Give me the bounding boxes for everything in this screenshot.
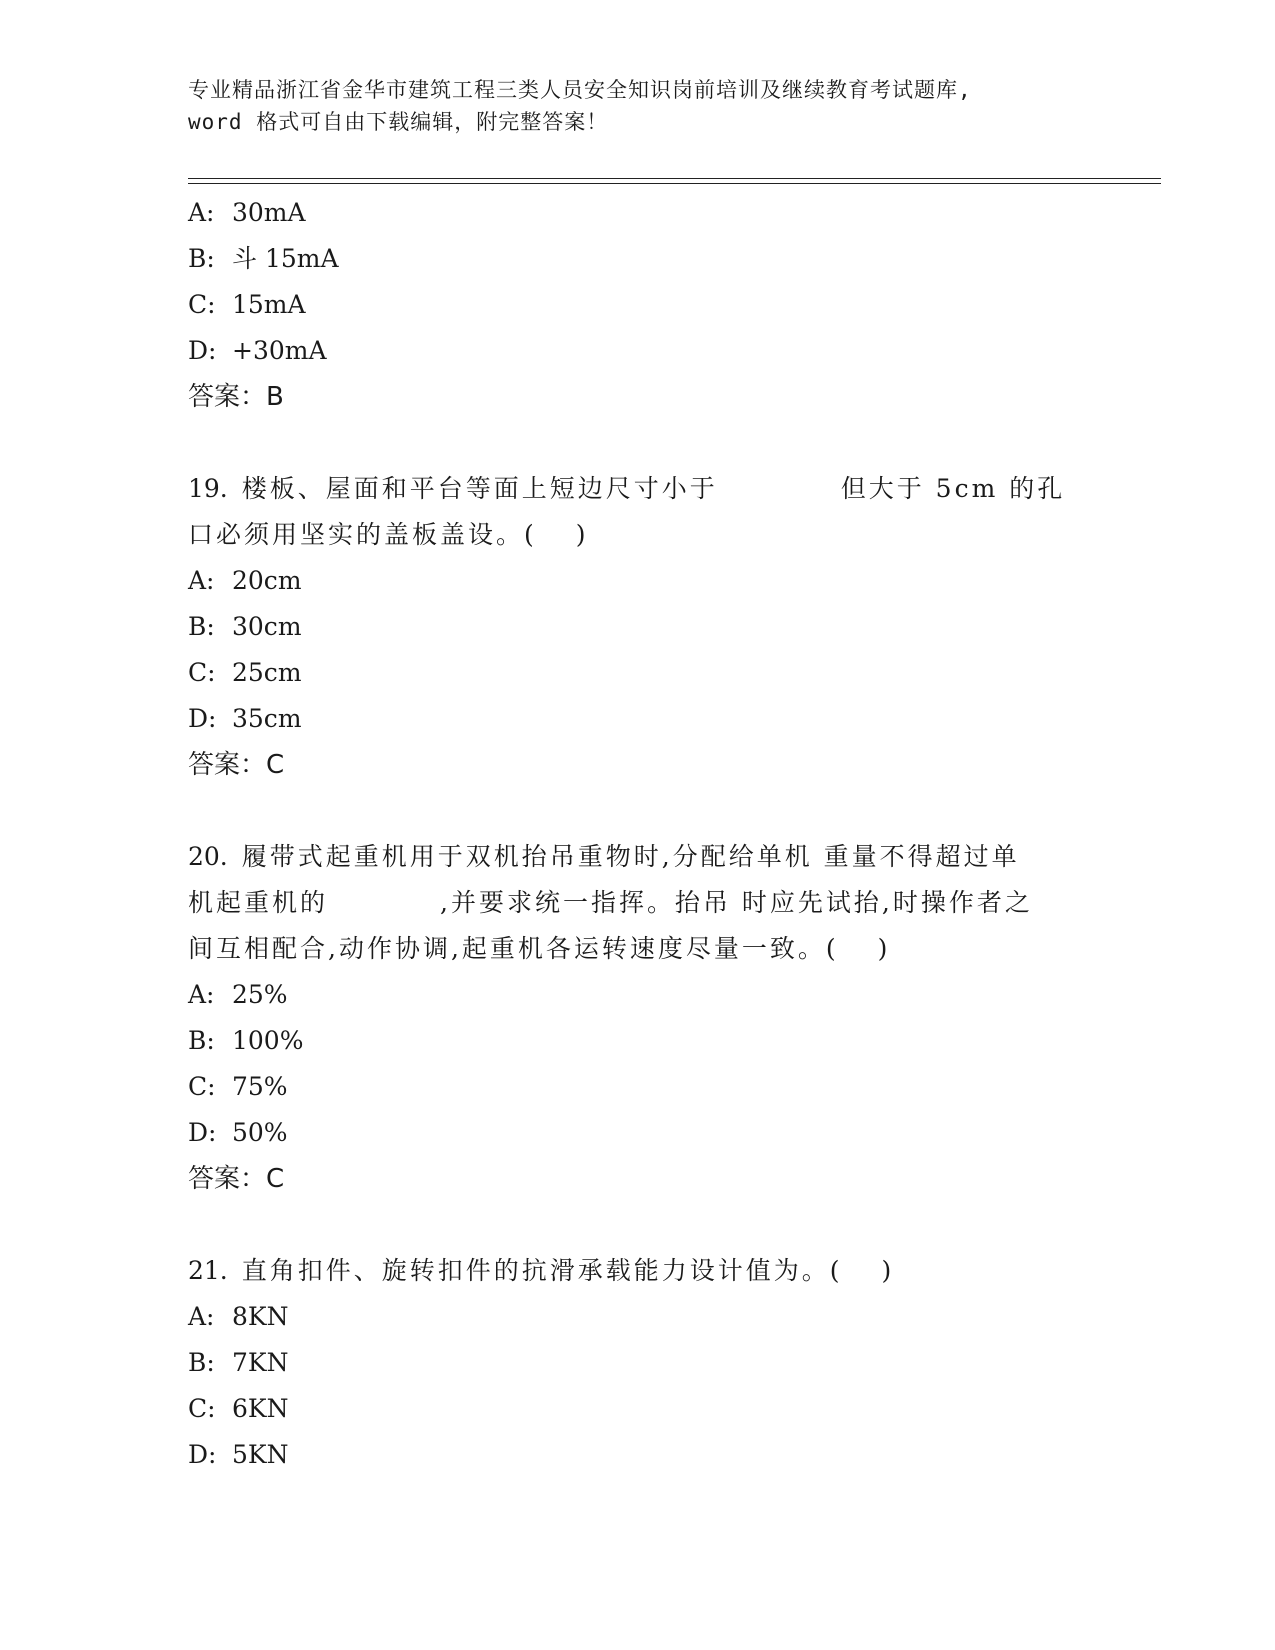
option-text: 25%	[232, 980, 288, 1009]
question-number: 20.	[188, 842, 228, 871]
option-label: A:	[188, 980, 215, 1009]
option-b	[188, 604, 1088, 650]
question-18-block	[188, 190, 1088, 420]
question-stem	[188, 1248, 1088, 1294]
option-label: C:	[188, 1072, 216, 1101]
option-label: A:	[188, 566, 215, 595]
option-a	[188, 558, 1088, 604]
option-label: D:	[188, 336, 217, 365]
option-text: 30cm	[232, 612, 302, 641]
option-label: B:	[188, 1026, 215, 1055]
option-label: A:	[188, 1302, 215, 1331]
option-a	[188, 190, 1088, 236]
answer-text: 答案：C	[188, 750, 285, 780]
question-text: 履带式起重机用于双机抬吊重物时,分配给单机 重量不得超过单	[241, 842, 1020, 871]
option-text: 35cm	[232, 704, 302, 733]
option-text: 50%	[232, 1118, 288, 1147]
option-label: C:	[188, 658, 216, 687]
option-label: D:	[188, 1118, 217, 1147]
option-text: +30mA	[232, 336, 327, 365]
option-d	[188, 696, 1088, 742]
option-text: 斗 15mA	[232, 244, 339, 273]
option-c	[188, 282, 1088, 328]
option-text: 7KN	[232, 1348, 289, 1377]
option-text: 100%	[232, 1026, 304, 1055]
question-21-block	[188, 1248, 1088, 1478]
question-line: 口必须用坚实的盖板盖设。( )	[188, 520, 589, 549]
option-a	[188, 972, 1088, 1018]
option-d	[188, 1432, 1088, 1478]
question-19-block	[188, 466, 1088, 788]
question-text: 楼板、屋面和平台等面上短边尺寸小于 但大于 5cm 的孔	[241, 474, 1066, 503]
option-b	[188, 1018, 1088, 1064]
answer-text: 答案：C	[188, 1164, 285, 1194]
header-divider-top	[188, 178, 1161, 179]
question-line: 机起重机的 ,并要求统一指挥。抬吊 时应先试抬,时操作者之	[188, 888, 1033, 917]
option-b	[188, 1340, 1088, 1386]
question-number: 21.	[188, 1256, 228, 1285]
option-text: 25cm	[232, 658, 302, 687]
option-text: 6KN	[232, 1394, 289, 1423]
question-line	[188, 834, 1088, 880]
header-line-1: 专业精品浙江省金华市建筑工程三类人员安全知识岗前培训及继续教育考试题库,	[188, 78, 972, 102]
option-a	[188, 1294, 1088, 1340]
question-content	[188, 190, 1088, 1478]
option-d	[188, 328, 1088, 374]
question-line: 间互相配合,动作协调,起重机各运转速度尽量一致。( )	[188, 934, 891, 963]
option-text: 20cm	[232, 566, 302, 595]
option-text: 5KN	[232, 1440, 289, 1469]
option-label: D:	[188, 1440, 217, 1469]
header-divider-bottom	[188, 183, 1161, 184]
option-label: C:	[188, 290, 216, 319]
option-label: B:	[188, 612, 215, 641]
option-text: 8KN	[232, 1302, 289, 1331]
answer-text: 答案：B	[188, 382, 284, 412]
option-label: B:	[188, 244, 215, 273]
question-stem	[188, 834, 1088, 972]
option-text: 15mA	[232, 290, 306, 319]
option-c	[188, 1386, 1088, 1432]
question-20-block	[188, 834, 1088, 1202]
option-label: B:	[188, 1348, 215, 1377]
option-text: 75%	[232, 1072, 288, 1101]
question-number: 19.	[188, 474, 228, 503]
option-c	[188, 1064, 1088, 1110]
question-line	[188, 466, 1088, 512]
question-stem	[188, 466, 1088, 558]
option-d	[188, 1110, 1088, 1156]
document-header	[188, 74, 1088, 138]
header-line-2: word 格式可自由下载编辑，附完整答案！	[188, 110, 609, 134]
option-c	[188, 650, 1088, 696]
option-label: D:	[188, 704, 217, 733]
option-label: A:	[188, 198, 215, 227]
option-b	[188, 236, 1088, 282]
question-line	[188, 1248, 1088, 1294]
option-text: 30mA	[232, 198, 306, 227]
question-text: 直角扣件、旋转扣件的抗滑承载能力设计值为。( )	[241, 1256, 895, 1285]
option-label: C:	[188, 1394, 216, 1423]
